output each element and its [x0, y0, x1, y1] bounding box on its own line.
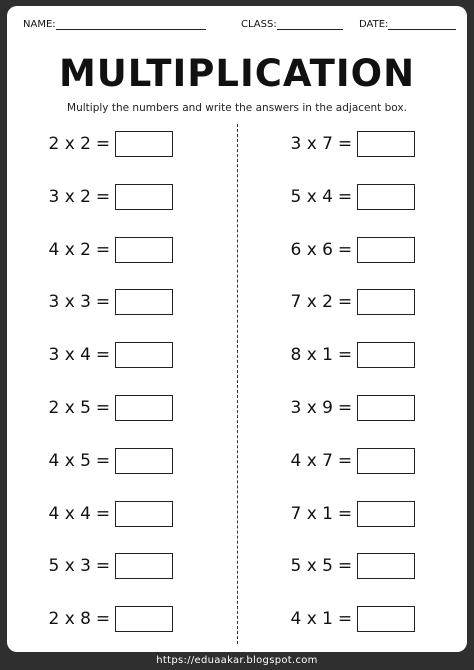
- answer-box[interactable]: [357, 553, 415, 579]
- problem-expression: 5 x 3: [48, 556, 91, 577]
- equals-sign: =: [337, 450, 353, 471]
- problem-expression: 4 x 1: [290, 609, 333, 630]
- left-problem-row: [11, 183, 173, 211]
- problem-expression: 4 x 5: [48, 450, 91, 471]
- answer-box[interactable]: [357, 501, 415, 527]
- date-field: [359, 18, 456, 30]
- problem-expression: 4 x 4: [48, 503, 91, 524]
- equals-sign: =: [337, 186, 353, 207]
- answer-box[interactable]: [115, 501, 173, 527]
- answer-box[interactable]: [357, 131, 415, 157]
- left-problem-row: [11, 394, 173, 422]
- right-problem-row: [253, 341, 415, 369]
- right-problem-row: [253, 605, 415, 633]
- problem-expression: 2 x 2: [48, 134, 91, 154]
- answer-box[interactable]: [115, 342, 173, 368]
- equals-sign: =: [95, 398, 111, 418]
- equals-sign: =: [95, 503, 111, 524]
- name-line[interactable]: [56, 18, 206, 30]
- problem-expression: 3 x 7: [290, 134, 333, 154]
- problem-expression: 5 x 5: [290, 556, 333, 577]
- left-problem-row: [11, 447, 173, 475]
- equals-sign: =: [95, 134, 111, 154]
- left-problem-row: [11, 605, 173, 633]
- answer-box[interactable]: [357, 237, 415, 263]
- footer-url: https://eduaakar.blogspot.com: [156, 655, 318, 666]
- equals-sign: =: [337, 398, 353, 418]
- answer-box[interactable]: [357, 395, 415, 421]
- answer-box[interactable]: [115, 395, 173, 421]
- right-problem-row: [253, 394, 415, 422]
- left-problem-row: [11, 130, 173, 158]
- class-line[interactable]: [277, 18, 343, 30]
- answer-box[interactable]: [115, 553, 173, 579]
- problem-expression: 3 x 9: [290, 398, 333, 418]
- name-field: [23, 18, 206, 30]
- name-label: NAME:: [23, 19, 56, 30]
- equals-sign: =: [95, 345, 111, 366]
- equals-sign: =: [337, 292, 353, 313]
- left-problem-row: [11, 341, 173, 369]
- problem-expression: 2 x 5: [48, 398, 91, 418]
- worksheet: [7, 6, 467, 652]
- right-problem-row: [253, 447, 415, 475]
- left-problem-row: [11, 500, 173, 528]
- left-problem-row: [11, 236, 173, 264]
- answer-box[interactable]: [115, 289, 173, 315]
- right-problem-row: [253, 130, 415, 158]
- equals-sign: =: [95, 450, 111, 471]
- left-problem-row: [11, 552, 173, 580]
- right-problem-row: [253, 500, 415, 528]
- problem-expression: 3 x 4: [48, 345, 91, 366]
- problem-expression: 6 x 6: [290, 239, 333, 260]
- equals-sign: =: [337, 503, 353, 524]
- equals-sign: =: [337, 609, 353, 630]
- answer-box[interactable]: [115, 448, 173, 474]
- answer-box[interactable]: [115, 184, 173, 210]
- equals-sign: =: [95, 556, 111, 577]
- page-title: MULTIPLICATION: [58, 52, 416, 95]
- header-fields: [23, 18, 457, 34]
- problem-expression: 5 x 4: [290, 186, 333, 207]
- left-problem-row: [11, 288, 173, 316]
- answer-box[interactable]: [115, 131, 173, 157]
- problem-expression: 3 x 3: [48, 292, 91, 313]
- problem-expression: 4 x 2: [48, 239, 91, 260]
- right-problem-row: [253, 183, 415, 211]
- column-divider: [237, 124, 238, 644]
- problem-expression: 7 x 2: [290, 292, 333, 313]
- equals-sign: =: [337, 556, 353, 577]
- right-problem-row: [253, 236, 415, 264]
- problem-expression: 3 x 2: [48, 186, 91, 207]
- instructions: Multiply the numbers and write the answers in the adjacent box.: [67, 102, 407, 114]
- answer-box[interactable]: [357, 606, 415, 632]
- answer-box[interactable]: [357, 184, 415, 210]
- equals-sign: =: [95, 609, 111, 630]
- problem-expression: 8 x 1: [290, 345, 333, 366]
- date-line[interactable]: [388, 18, 456, 30]
- equals-sign: =: [337, 134, 353, 154]
- equals-sign: =: [95, 239, 111, 260]
- equals-sign: =: [337, 239, 353, 260]
- class-label: CLASS:: [241, 19, 277, 30]
- equals-sign: =: [337, 345, 353, 366]
- answer-box[interactable]: [357, 448, 415, 474]
- equals-sign: =: [95, 186, 111, 207]
- problem-expression: 2 x 8: [48, 609, 91, 630]
- class-field: [241, 18, 343, 30]
- answer-box[interactable]: [115, 606, 173, 632]
- equals-sign: =: [95, 292, 111, 313]
- problem-expression: 7 x 1: [290, 503, 333, 524]
- date-label: DATE:: [359, 19, 389, 30]
- right-problem-row: [253, 288, 415, 316]
- answer-box[interactable]: [357, 342, 415, 368]
- problem-expression: 4 x 7: [290, 450, 333, 471]
- right-problem-row: [253, 552, 415, 580]
- answer-box[interactable]: [357, 289, 415, 315]
- answer-box[interactable]: [115, 237, 173, 263]
